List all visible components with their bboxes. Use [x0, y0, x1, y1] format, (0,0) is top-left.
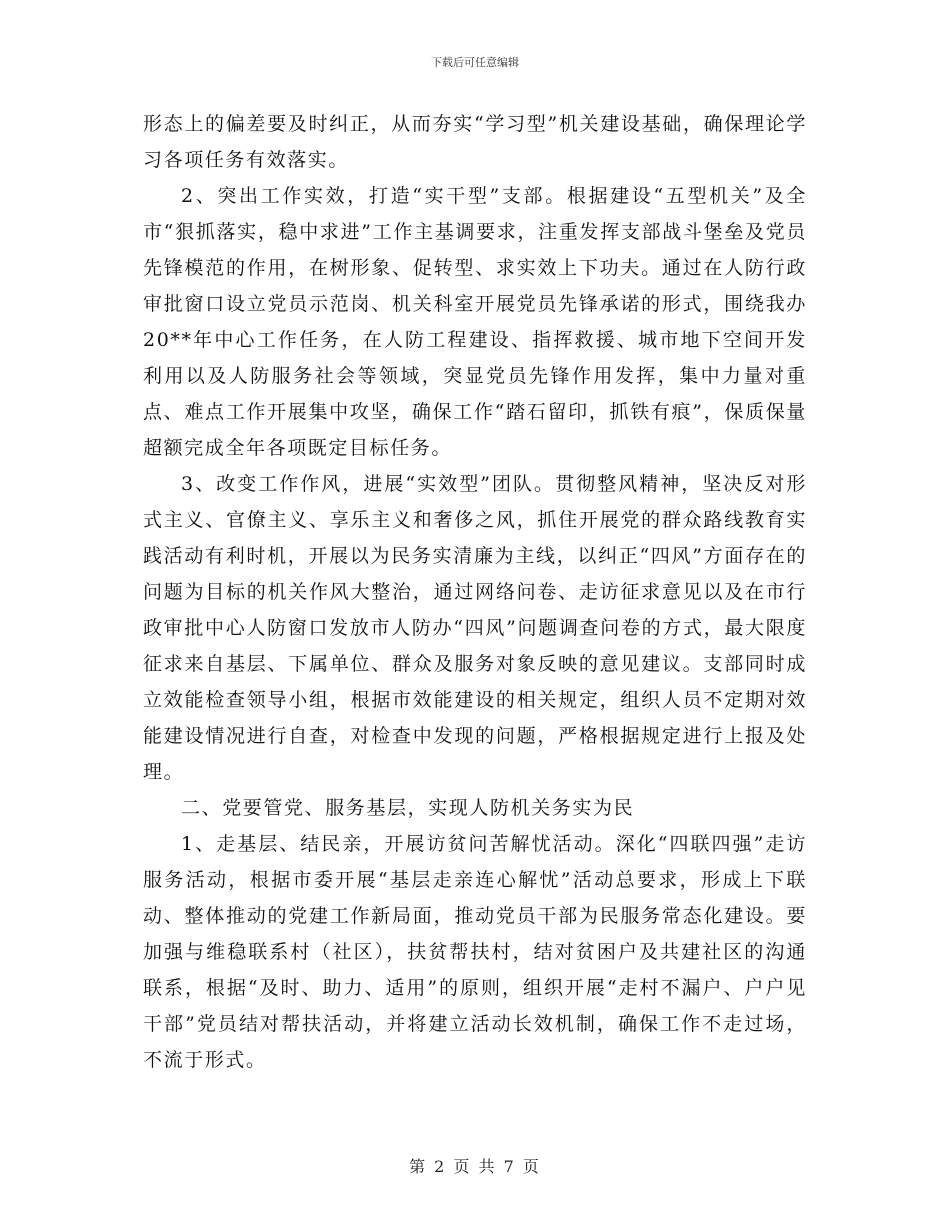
paragraph-5: 1、走基层、结民亲，开展访贫问苦解忧活动。深化“四联四强”走访服务活动，根据市委开展“基层走亲连心解忧”活动总要求，形成上下联动、整体推动的党建工作新局面，推动党员干部为民服务常态化建设。要加强与维稳联系村（社区），扶贫帮扶村，结对贫困户及共建社区的沟通联系，根据“及时、助力、适用”的原则，组织开展“走村不漏户、户户见干部”党员结对帮扶活动，并将建立活动长效机制，确保工作不走过场，不流于形式。 — [143, 833, 807, 1071]
document-body — [143, 106, 807, 1078]
page-header: 下载后可任意编辑 — [431, 56, 519, 69]
paragraph-3: 3、改变工作作风，进展“实效型”团队。贯彻整风精神，坚决反对形式主义、官僚主义、享乐主义和奢侈之风，抓住开展党的群众路线教育实践活动有利时机，开展以为民务实清廉为主线，以纠正“四风”方面存在的问题为目标的机关作风大整治，通过网络问卷、走访征求意见以及在市行政审批中心人防窗口发放市人防办“四风”问题调查问卷的方式，最大限度征求来自基层、下属单位、群众及服务对象反映的意见建议。支部同时成立效能检查领导小组，根据市效能建设的相关规定，组织人员不定期对效能建设情况进行自查，对检查中发现的问题，严格根据规定进行上报及处理。 — [143, 473, 807, 783]
section-heading: 二、党要管党、服务基层，实现人防机关务实为民 — [181, 797, 635, 819]
paragraph-2: 2、突出工作实效，打造“实干型”支部。根据建设“五型机关”及全市“狠抓落实，稳中求进”工作主基调要求，注重发挥支部战斗堡垒及党员先锋模范的作用，在树形象、促转型、求实效上下功夫。通过在人防行政审批窗口设立党员示范岗、机关科室开展党员先锋承诺的形式，围绕我办20**年中心工作任务，在人防工程建设、指挥救援、城市地下空间开发利用以及人防服务社会等领域，突显党员先锋作用发挥，集中力量对重点、难点工作开展集中攻坚，确保工作“踏石留印，抓铁有痕”，保质保量超额完成全年各项既定目标任务。 — [143, 185, 807, 459]
page-footer: 第 2 页 共 7 页 — [409, 1157, 541, 1176]
paragraph-1: 形态上的偏差要及时纠正，从而夯实“学习型”机关建设基础，确保理论学习各项任务有效落实。 — [143, 113, 807, 171]
